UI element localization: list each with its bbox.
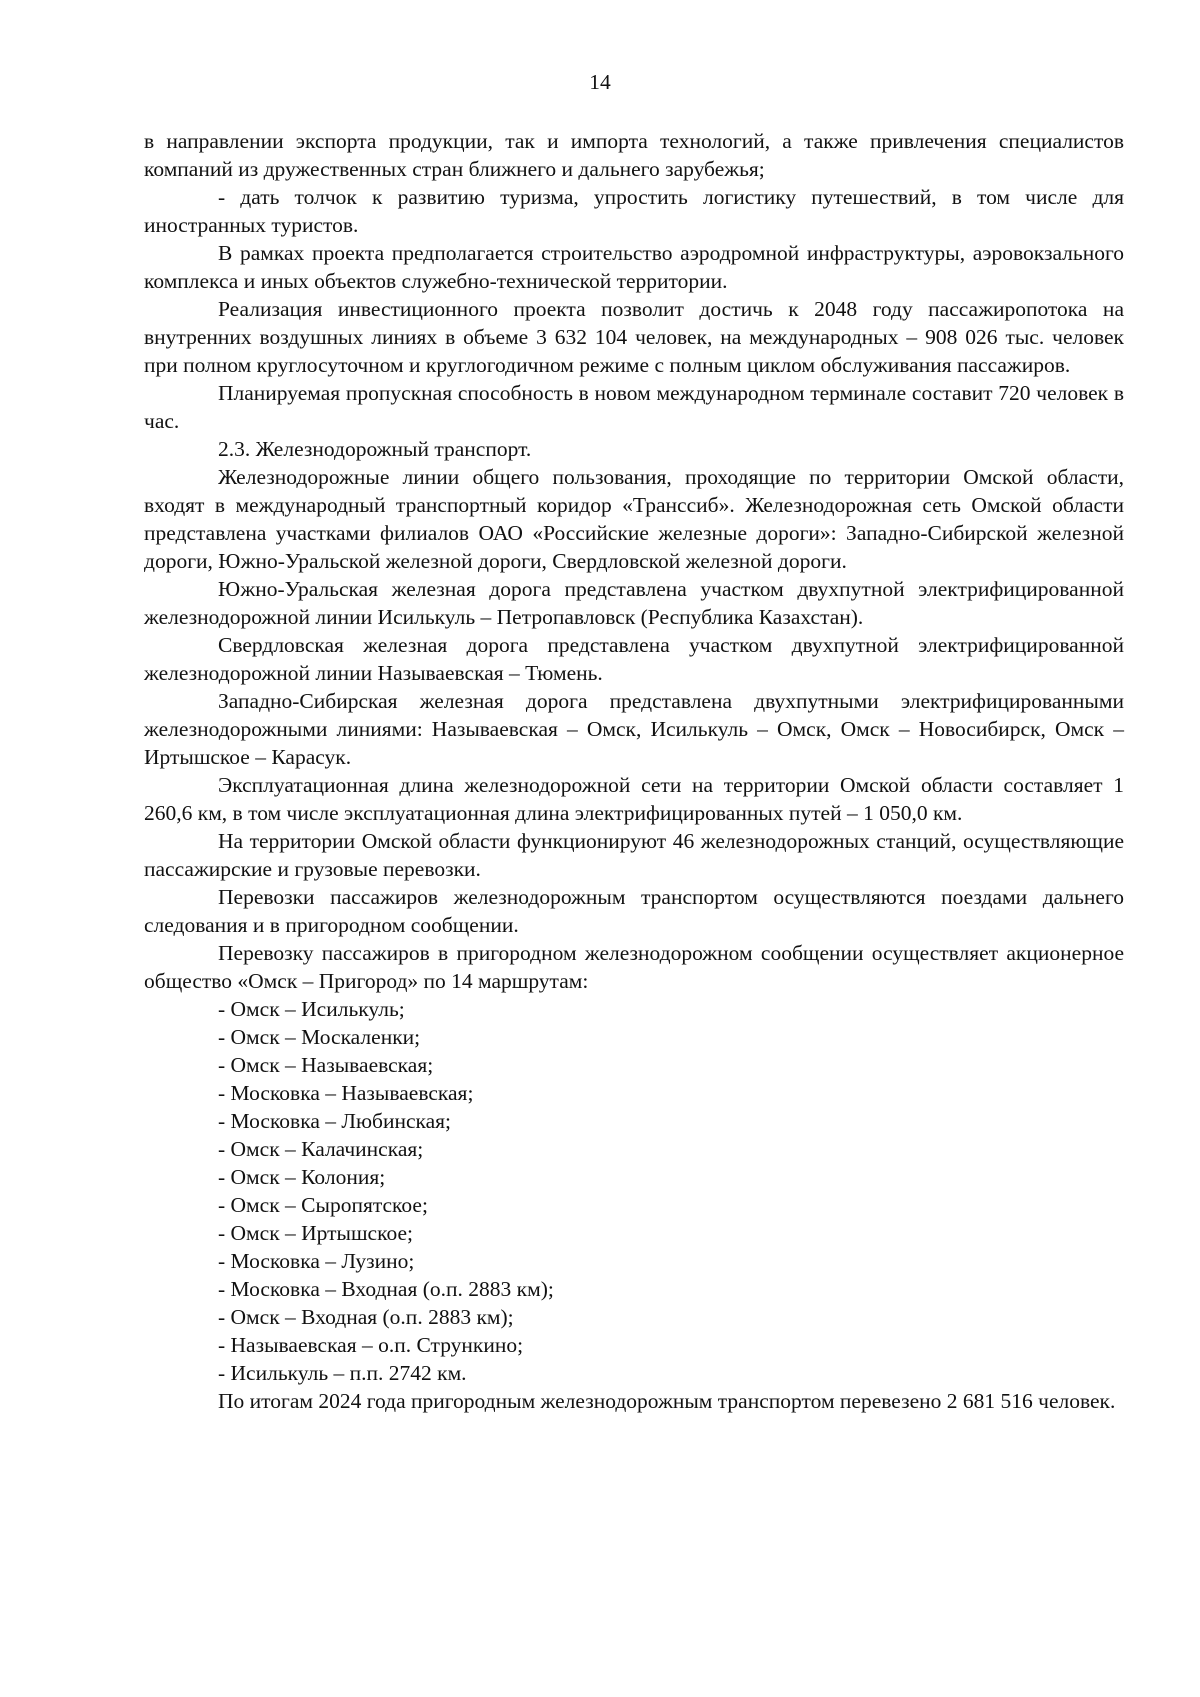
list-item: - Омск – Колония; [218, 1165, 386, 1189]
document-body [144, 127, 1124, 1415]
paragraph-project-scope: В рамках проекта предполагается строительство аэродромной инфраструктуры, аэровокзального комплекса и иных объектов служебно-технической территории. [144, 241, 1124, 293]
paragraph-passenger-flow: Реализация инвестиционного проекта позволит достичь к 2048 году пассажиропотока на внутренних воздушных линиях в объеме 3 632 104 человек, на международных – 908 026 тыс. человек при полном круглосуточном и круглогодичном режиме с полным циклом обслуживания пассажиров. [144, 297, 1124, 377]
list-item: - Омск – Сыропятское; [218, 1193, 428, 1217]
list-item: - Исилькуль – п.п. 2742 км. [218, 1361, 467, 1385]
route-list [144, 995, 1124, 1387]
list-item: - Московка – Лузино; [218, 1249, 415, 1273]
list-item: - Омск – Калачинская; [218, 1137, 424, 1161]
paragraph-railway-lines: Железнодорожные линии общего пользования, проходящие по территории Омской области, входят в международный транспортный коридор «Транссиб». Железнодорожная сеть Омской области представлена участками филиалов ОАО «Российские железные дороги»: Западно-Сибирской железной дороги, Южно-Уральской железной дороги, Свердловской железной дороги. [144, 465, 1124, 573]
paragraph-continuation: в направлении экспорта продукции, так и импорта технологий, а также привлечения специалистов компаний из дружественных стран ближнего и дальнего зарубежья; [144, 129, 1124, 181]
list-item: - Называевская – о.п. Стрункино; [218, 1333, 524, 1357]
paragraph-results-2024: По итогам 2024 года пригородным железнодорожным транспортом перевезено 2 681 516 человек. [218, 1389, 1116, 1413]
paragraph-passenger-transport: Перевозки пассажиров железнодорожным транспортом осуществляются поездами дальнего следования и в пригородном сообщении. [144, 885, 1124, 937]
list-item: - Московка – Любинская; [218, 1109, 452, 1133]
paragraph-suburban-operator: Перевозку пассажиров в пригородном железнодорожном сообщении осуществляет акционерное общество «Омск – Пригород» по 14 маршрутам: [144, 941, 1124, 993]
list-item: - Омск – Входная (о.п. 2883 км); [218, 1305, 514, 1329]
page-number: 14 [589, 70, 611, 94]
list-item: - Московка – Входная (о.п. 2883 км); [218, 1277, 554, 1301]
list-item: - Омск – Иртышское; [218, 1221, 413, 1245]
list-item: - Московка – Называевская; [218, 1081, 474, 1105]
paragraph-sverdlovsk-railway: Свердловская железная дорога представлена участком двухпутной электрифицированной железнодорожной линии Называевская – Тюмень. [144, 633, 1124, 685]
paragraph-stations: На территории Омской области функционируют 46 железнодорожных станций, осуществляющие пассажирские и грузовые перевозки. [144, 829, 1124, 881]
list-item: - Омск – Исилькуль; [218, 997, 405, 1021]
paragraph-tourism: - дать толчок к развитию туризма, упростить логистику путешествий, в том числе для иностранных туристов. [144, 185, 1124, 237]
paragraph-network-length: Эксплуатационная длина железнодорожной сети на территории Омской области составляет 1 260,6 км, в том числе эксплуатационная длина электрифицированных путей – 1 050,0 км. [144, 773, 1124, 825]
paragraph-west-siberian-railway: Западно-Сибирская железная дорога представлена двухпутными электрифицированными железнодорожными линиями: Называевская – Омск, Исилькуль – Омск, Омск – Новосибирск, Омск – Иртышское – Карасук. [144, 689, 1124, 769]
paragraph-terminal-capacity: Планируемая пропускная способность в новом международном терминале составит 720 человек в час. [144, 381, 1124, 433]
list-item: - Омск – Называевская; [218, 1053, 434, 1077]
list-item: - Омск – Москаленки; [218, 1025, 421, 1049]
paragraph-south-ural-railway: Южно-Уральская железная дорога представлена участком двухпутной электрифицированной железнодорожной линии Исилькуль – Петропавловск (Республика Казахстан). [144, 577, 1124, 629]
section-heading-railway: 2.3. Железнодорожный транспорт. [218, 437, 532, 461]
